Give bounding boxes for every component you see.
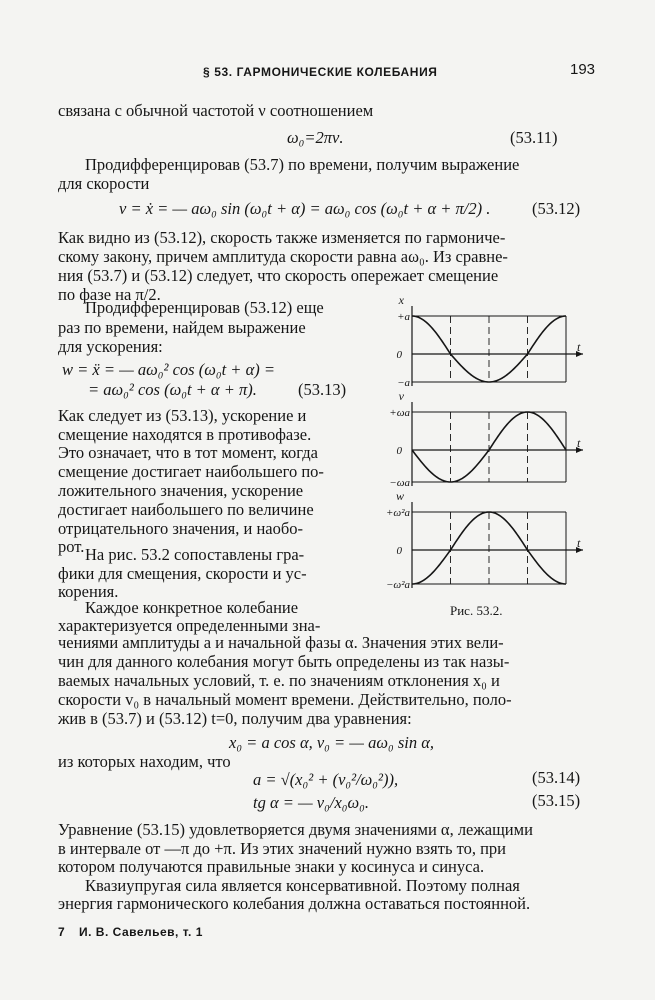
text-line: характеризуется определенными зна- [58, 616, 321, 635]
equation-number: (53.15) [532, 791, 581, 810]
zero-label: 0 [396, 349, 402, 361]
harmonic-graphs [380, 296, 590, 592]
footer-text: И. В. Савельев, т. 1 [79, 925, 203, 939]
text-line: для скорости [58, 174, 150, 193]
signature-mark: 7 [58, 925, 66, 939]
text-line: достигает наибольшего по величине [58, 500, 314, 519]
text-line: ния (53.7) и (53.12) следует, что скорость опережает смещение [58, 266, 499, 285]
text-line: На рис. 53.2 сопоставлены гра- [85, 545, 305, 564]
axis-variable-label: v [398, 389, 404, 403]
text-line: корения. [58, 582, 119, 601]
text-line: ваемых начальных условий, т. е. по значениям отклонения x₀ и [58, 671, 500, 690]
text-line: ложительного значения, ускорение [58, 481, 304, 500]
text-line: Как следует из (53.13), ускорение и [58, 406, 307, 425]
text-line: смещение находятся в противофазе. [58, 425, 312, 444]
equation-53-11: ω₀=2πν. [287, 128, 344, 147]
t-axis-label: t [577, 436, 581, 450]
text-line: Продифференцировав (53.7) по времени, получим выражение [85, 155, 520, 174]
text-line: смещение достигает наибольшего по- [58, 462, 324, 481]
text-line: раз по времени, найдем выражение [58, 318, 306, 337]
equation-number: (53.12) [532, 199, 581, 218]
t-axis-label: t [577, 340, 581, 354]
figure-caption: Рис. 53.2. [450, 603, 503, 618]
text-line: связана с обычной частотой ν соотношением [58, 101, 374, 120]
max-value-label: +a [397, 311, 410, 323]
text-line: по фазе на π/2. [58, 285, 161, 304]
min-value-label: −a [397, 377, 410, 389]
equation-53-13a: w = ẍ = — aω₀² cos (ω₀t + α) = [62, 360, 275, 379]
running-header: § 53. ГАРМОНИЧЕСКИЕ КОЛЕБАНИЯ [203, 65, 438, 79]
max-value-label: +ω²a [386, 507, 410, 519]
axis-variable-label: w [395, 489, 404, 503]
equation-number: (53.11) [510, 128, 558, 147]
text-line: из которых находим, что [58, 752, 231, 771]
text-line: скорости v₀ в начальный момент времени. Действительно, поло- [58, 690, 512, 709]
text-line: жив в (53.7) и (53.12) t=0, получим два уравнения: [58, 709, 412, 728]
zero-label: 0 [396, 445, 402, 457]
text-line: Квазиупругая сила является консервативной. Поэтому полная [85, 876, 520, 895]
text-line: Как видно из (53.12), скорость также изменяется по гармониче- [58, 228, 506, 247]
text-line: отрицательного значения, и наобо- [58, 519, 303, 538]
t-axis-label: t [577, 536, 581, 550]
max-value-label: +ωa [389, 407, 410, 419]
min-value-label: −ω²a [386, 579, 410, 591]
equation-initial-conditions: x₀ = a cos α, v₀ = — aω₀ sin α, [229, 733, 435, 752]
text-line: Каждое конкретное колебание [85, 598, 299, 617]
equation-number: (53.13) [298, 380, 347, 399]
equation-number: (53.14) [532, 768, 581, 787]
text-line: котором получаются правильные знаки у косинуса и синуса. [58, 857, 485, 876]
text-line: фики для смещения, скорости и ус- [58, 564, 307, 583]
page-number: 193 [570, 61, 596, 78]
text-line: энергия гармонического колебания должна оставаться постоянной. [58, 894, 531, 913]
text-line: рот. [58, 537, 85, 556]
figure-53-2 [380, 296, 590, 592]
text-line: чениями амплитуды a и начальной фазы α. Значения этих вели- [58, 633, 504, 652]
min-value-label: −ωa [389, 477, 410, 489]
text-line: чин для данного колебания могут быть определены из так назы- [58, 652, 510, 671]
equation-53-13b: = aω₀² cos (ω₀t + α + π). [88, 380, 257, 399]
text-line: Уравнение (53.15) удовлетворяется двумя значениями α, лежащими [58, 820, 533, 839]
text-line: для ускорения: [58, 337, 163, 356]
axis-variable-label: x [398, 296, 404, 307]
equation-53-15: tg α = — v₀/x₀ω₀. [253, 793, 370, 812]
text-line: в интервале от —π до +π. Из этих значений нужно взять то, при [58, 839, 506, 858]
equation-53-12: v = ẋ = — aω₀ sin (ω₀t + α) = aω₀ cos (ω₀t + α + π/2) . [119, 199, 491, 218]
text-line: Это означает, что в тот момент, когда [58, 443, 318, 462]
text-line: Продифференцировав (53.12) еще [85, 298, 324, 317]
zero-label: 0 [396, 545, 402, 557]
equation-53-14: a = √(x₀² + (v₀²/ω₀²)), [253, 770, 399, 789]
text-line: скому закону, причем амплитуда скорости равна aω₀. Из сравне- [58, 247, 508, 266]
